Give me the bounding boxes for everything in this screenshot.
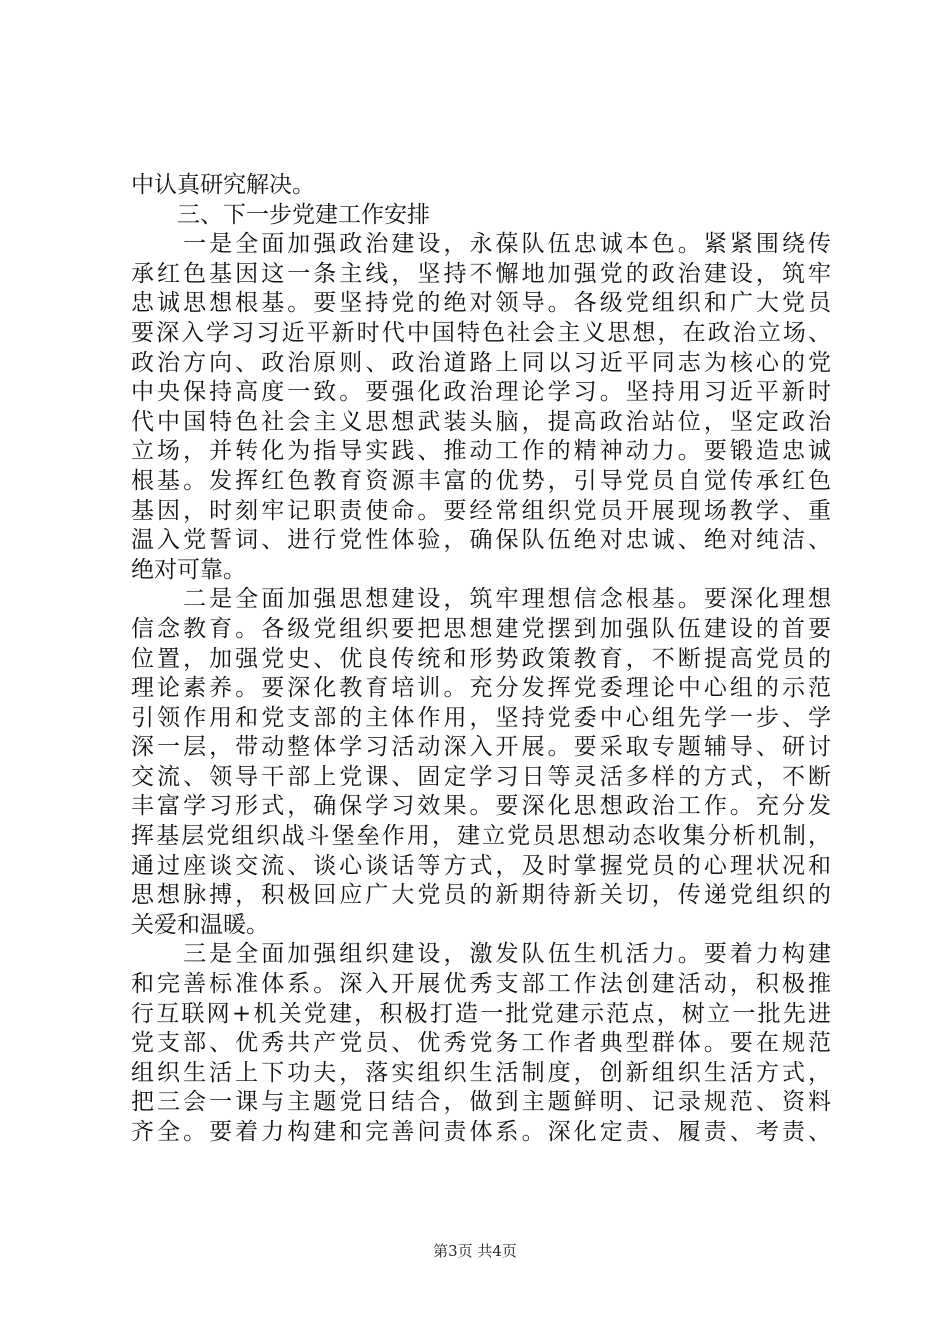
text-line: 丰富学习形式，确保学习效果。要深化思想政治工作。充分发 [131, 793, 831, 820]
text-line: 中央保持高度一致。要强化政治理论学习。坚持用习近平新时 [131, 379, 831, 406]
text-line: 二是全面加强思想建设，筑牢理想信念根基。要深化理想 [131, 586, 831, 613]
text-line: 政治方向、政治原则、政治道路上同以习近平同志为核心的党 [131, 349, 831, 376]
text-line: 立场，并转化为指导实践、推动工作的精神动力。要锻造忠诚 [131, 438, 831, 465]
text-line: 关爱和温暖。 [131, 911, 269, 938]
text-line: 代中国特色社会主义思想武装头脑，提高政治站位，坚定政治 [131, 408, 831, 435]
text-line: 三是全面加强组织建设，激发队伍生机活力。要着力构建 [131, 941, 831, 968]
text-line: 中认真研究解决。 [131, 172, 315, 198]
text-line: 齐全。要着力构建和完善问责体系。深化定责、履责、考责、 [131, 1119, 831, 1145]
text-line: 党支部、优秀共产党员、优秀党务工作者典型群体。要在规范 [131, 1030, 831, 1057]
text-line: 信念教育。各级党组织要把思想建党摆到加强队伍建设的首要 [131, 615, 831, 642]
text-line: 绝对可靠。 [131, 556, 246, 583]
section-heading: 三、下一步党建工作安排 [131, 201, 430, 228]
text-line: 要深入学习习近平新时代中国特色社会主义思想，在政治立场、 [131, 319, 831, 346]
text-line: 挥基层党组织战斗堡垒作用，建立党员思想动态收集分析机制， [131, 823, 831, 850]
text-line: 交流、领导干部上党课、固定学习日等灵活多样的方式，不断 [131, 763, 831, 790]
text-line: 深一层，带动整体学习活动深入开展。要采取专题辅导、研讨 [131, 734, 831, 761]
text-line: 和完善标准体系。深入开展优秀支部工作法创建活动，积极推 [131, 971, 831, 998]
text-line: 忠诚思想根基。要坚持党的绝对领导。各级党组织和广大党员 [131, 290, 831, 317]
text-line: 思想脉搏，积极回应广大党员的新期待新关切，传递党组织的 [131, 882, 831, 909]
body-text [131, 171, 831, 1148]
text-line: 基因，时刻牢记职责使命。要经常组织党员开展现场教学、重 [131, 497, 831, 524]
text-line: 行互联网+机关党建，积极打造一批党建示范点，树立一批先进 [131, 1000, 831, 1027]
text-line: 组织生活上下功夫，落实组织生活制度，创新组织生活方式， [131, 1059, 831, 1086]
text-line: 位置，加强党史、优良传统和形势政策教育，不断提高党员的 [131, 645, 831, 672]
page-footer [0, 1240, 950, 1261]
text-line: 一是全面加强政治建设，永葆队伍忠诚本色。紧紧围绕传 [131, 231, 831, 258]
page-number: 第3页 共4页 [433, 1242, 517, 1260]
text-line: 根基。发挥红色教育资源丰富的优势，引导党员自觉传承红色 [131, 467, 831, 494]
text-line: 通过座谈交流、谈心谈话等方式，及时掌握党员的心理状况和 [131, 852, 831, 879]
text-line: 把三会一课与主题党日结合，做到主题鲜明、记录规范、资料 [131, 1089, 831, 1116]
text-line: 理论素养。要深化教育培训。充分发挥党委理论中心组的示范 [131, 675, 831, 702]
text-line: 承红色基因这一条主线，坚持不懈地加强党的政治建设，筑牢 [131, 260, 831, 287]
text-line: 温入党誓词、进行党性体验，确保队伍绝对忠诚、绝对纯洁、 [131, 527, 831, 554]
text-line: 引领作用和党支部的主体作用，坚持党委中心组先学一步、学 [131, 704, 831, 731]
